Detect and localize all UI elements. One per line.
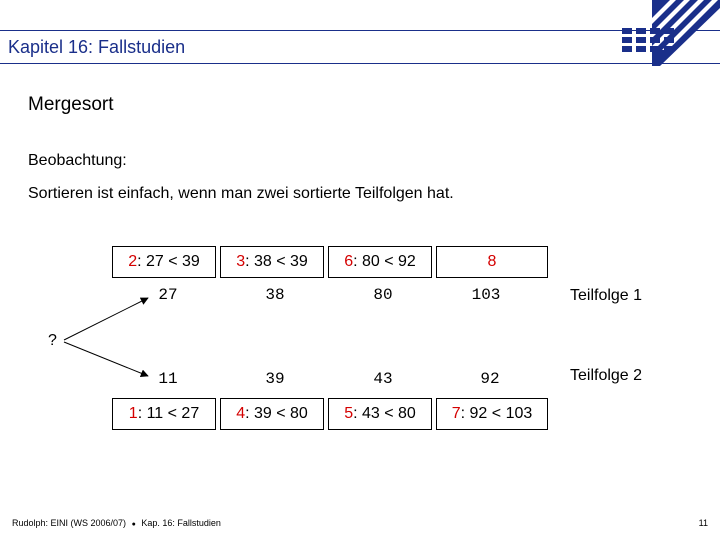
slide-title: Kapitel 16: Fallstudien: [8, 37, 186, 57]
comparison-text: : 27 < 39: [137, 253, 200, 270]
observation-statement: Sortieren ist einfach, wenn man zwei sortierte Teilfolgen hat.: [28, 185, 454, 202]
heading: Mergesort: [28, 94, 114, 115]
comparison-box-step-3: [220, 246, 324, 278]
comparison-text: : 38 < 39: [245, 253, 308, 270]
seq2-value: 39: [265, 370, 285, 388]
footer-left: [12, 518, 221, 528]
question-mark: ?: [48, 332, 57, 349]
comparison-text: : 80 < 92: [353, 253, 416, 270]
step-number: 1: [128, 405, 138, 422]
seq2-value: 11: [158, 370, 178, 388]
university-logo: [618, 0, 720, 66]
comparison-box-step-5: [328, 398, 432, 430]
seq1-label: Teilfolge 1: [570, 287, 643, 304]
comparison-box-step-2: [112, 246, 216, 278]
seq1-value: 80: [373, 286, 393, 304]
step-number: 7: [451, 405, 461, 422]
comparison-box-step-7: [436, 398, 548, 430]
comparison-text: : 43 < 80: [353, 405, 416, 422]
comparison-box-step-4: [220, 398, 324, 430]
comparison-text: : 92 < 103: [460, 405, 533, 422]
seq1-value: 27: [158, 286, 178, 304]
footer-course: Rudolph: EINI (WS 2006/07): [12, 518, 127, 528]
seq1-value: 103: [471, 286, 501, 304]
seq2-label: Teilfolge 2: [570, 367, 643, 384]
step-number: 5: [344, 405, 354, 422]
step-number: 4: [236, 405, 246, 422]
seq1-value: 38: [265, 286, 285, 304]
step-number: 8: [487, 253, 497, 270]
comparison-box-step-8: [436, 246, 548, 278]
footer-bullet: ●: [131, 521, 136, 528]
comparison-box-step-1: [112, 398, 216, 430]
step-number: 6: [344, 253, 354, 270]
comparison-box-step-6: [328, 246, 432, 278]
observation-label: Beobachtung:: [28, 152, 127, 169]
step-number: 3: [236, 253, 246, 270]
seq2-value: 92: [480, 370, 500, 388]
seq2-value: 43: [373, 370, 393, 388]
comparison-text: : 39 < 80: [245, 405, 308, 422]
footer-chapter: Kap. 16: Fallstudien: [141, 518, 221, 528]
page-number: 11: [698, 518, 708, 528]
step-number: 2: [128, 253, 138, 270]
comparison-text: : 11 < 27: [137, 405, 200, 422]
